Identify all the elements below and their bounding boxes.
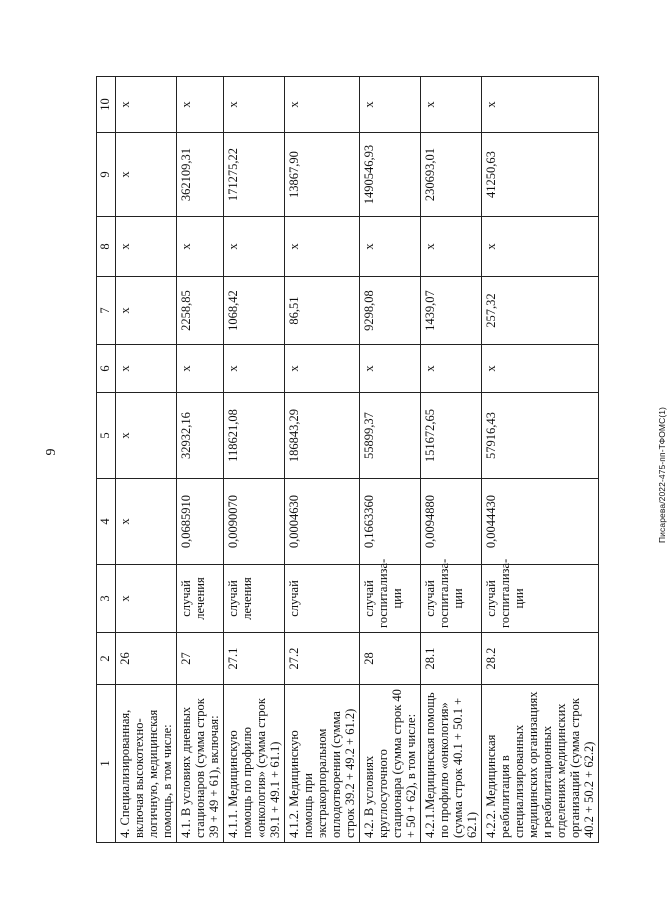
row-cost: 55899,37 [360,393,421,479]
column-header: 8 [97,217,116,277]
row-name-cell: 4.2.1.Медицинская помощь по профилю «онкология» (сумма строк 40.1 + 50.1 + 62.1) [421,685,482,843]
row-name-cell: 4.1.1. Медицинскую помощь по профилю «онкология» (сумма строк 39.1 + 49.1 + 61.1) [224,685,285,843]
row-col10: х [224,77,285,133]
row-norm: 0,0044430 [482,479,599,565]
row-cost: 151672,65 [421,393,482,479]
row-unit: случай лечения [177,565,224,633]
column-header: 3 [97,565,116,633]
row-col8: х [224,217,285,277]
row-col6: х [116,345,177,393]
row-cost: 32932,16 [177,393,224,479]
row-line-number: 28.1 [421,633,482,685]
row-col10: х [285,77,360,133]
row-col6: х [482,345,599,393]
row-col7: 9298,08 [360,277,421,345]
row-norm: 0,0004630 [285,479,360,565]
column-header: 10 [97,77,116,133]
row-col8: х [482,217,599,277]
row-col7: 1439,07 [421,277,482,345]
row-col9: 1490546,93 [360,133,421,217]
row-col8: х [116,217,177,277]
row-name-cell: 4.1. В условиях дневных стационаров (сумма строк 39 + 49 + 61), включая: [177,685,224,843]
row-line-number: 27.2 [285,633,360,685]
table-row [116,77,177,843]
row-unit: случай лечения [224,565,285,633]
column-header: 1 [97,685,116,843]
column-header: 9 [97,133,116,217]
row-col6: х [285,345,360,393]
row-col7: 257,32 [482,277,599,345]
row-col8: х [285,217,360,277]
row-name-cell: 4.2.2. Медицинская реабилитация в специализированных медицинских организациях и реабилитационных отделениях медицинских организаций (сумма строк 40.2 + 50.2 + 62.2) [482,685,599,843]
row-col7: 86,51 [285,277,360,345]
data-table [96,76,599,843]
row-col7: х [116,277,177,345]
row-col7: 2258,85 [177,277,224,345]
row-norm: 0,0090070 [224,479,285,565]
row-name-cell: 4.2. В условиях круглосуточного стационара (сумма строк 40 + 50 + 62), в том числе: [360,685,421,843]
row-col9: 41250,63 [482,133,599,217]
row-unit: х [116,565,177,633]
row-line-number: 27 [177,633,224,685]
column-header: 5 [97,393,116,479]
row-col6: х [177,345,224,393]
row-unit: случай госпитализа-ции [482,565,599,633]
document-footer-code: Писарева/2022-475-пп-ТФОМС(1) [657,406,667,544]
row-col9: 13867,90 [285,133,360,217]
row-cost: 186843,29 [285,393,360,479]
table-row [360,77,421,843]
column-header: 7 [97,277,116,345]
row-col9: х [116,133,177,217]
row-line-number: 28.2 [482,633,599,685]
row-col10: х [116,77,177,133]
row-name-cell: 4.1.2. Медицинскую помощь при экстракорпоральном оплодотворении (сумма строк 39.2 + 49.2 + 61.2) [285,685,360,843]
row-col6: х [360,345,421,393]
row-col6: х [224,345,285,393]
rotated-table-container [96,77,596,843]
column-header: 2 [97,633,116,685]
row-col8: х [177,217,224,277]
row-col10: х [421,77,482,133]
table-row [482,77,599,843]
row-unit: случай госпитализа-ции [360,565,421,633]
row-col7: 1068,42 [224,277,285,345]
row-line-number: 26 [116,633,177,685]
row-cost: 57916,43 [482,393,599,479]
row-cost: х [116,393,177,479]
row-col8: х [360,217,421,277]
row-norm: х [116,479,177,565]
table-row [177,77,224,843]
table-row [224,77,285,843]
column-header: 6 [97,345,116,393]
row-col8: х [421,217,482,277]
row-norm: 0,1663360 [360,479,421,565]
row-norm: 0,0094880 [421,479,482,565]
row-col9: 230693,01 [421,133,482,217]
table-row [285,77,360,843]
row-unit: случай [285,565,360,633]
row-norm: 0,0685910 [177,479,224,565]
row-col9: 171275,22 [224,133,285,217]
row-col10: х [177,77,224,133]
row-name-cell: 4. Специализированная, включая высокотехно-логичную, медицинская помощь, в том числе: [116,685,177,843]
header-row [97,77,116,843]
row-line-number: 27.1 [224,633,285,685]
page-number: 9 [44,448,59,456]
column-header: 4 [97,479,116,565]
row-col10: х [482,77,599,133]
row-line-number: 28 [360,633,421,685]
row-col6: х [421,345,482,393]
row-col10: х [360,77,421,133]
row-cost: 118621,08 [224,393,285,479]
row-unit: случай госпитализа-ции [421,565,482,633]
table-row [421,77,482,843]
row-col9: 362109,31 [177,133,224,217]
